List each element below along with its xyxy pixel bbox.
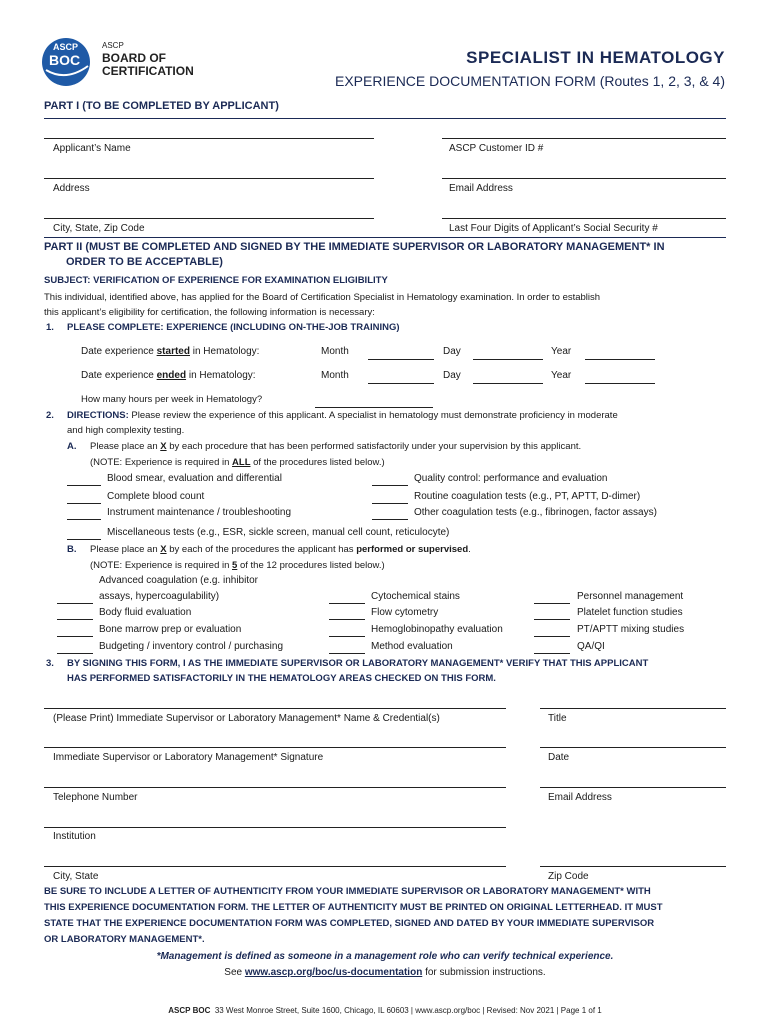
end-year-label: Year bbox=[551, 370, 572, 381]
item2-text bbox=[67, 410, 618, 421]
b-check-flow[interactable] bbox=[329, 619, 365, 620]
b-check-personnel[interactable] bbox=[534, 603, 570, 604]
section-a-note bbox=[90, 457, 385, 468]
item2-text-line2: and high complexity testing. bbox=[67, 425, 185, 436]
b-item-hemoglobinopathy: Hemoglobinopathy evaluation bbox=[371, 624, 503, 635]
a-item-instrument: Instrument maintenance / troubleshooting bbox=[107, 507, 291, 518]
zip-label: Zip Code bbox=[548, 871, 589, 882]
b-item-qaqi: QA/QI bbox=[577, 641, 605, 652]
a-item-misc: Miscellaneous tests (e.g., ESR, sickle screen, manual cell count, reticulocyte) bbox=[107, 527, 450, 538]
email-line[interactable] bbox=[442, 178, 726, 179]
a-item-qc: Quality control: performance and evaluation bbox=[414, 473, 608, 484]
section-b-note-5: 5 bbox=[232, 560, 238, 571]
supervisor-name-label: (Please Print) Immediate Supervisor or Laboratory Management* Name & Credential(s) bbox=[53, 713, 440, 724]
directions-label: DIRECTIONS: bbox=[67, 410, 129, 421]
end-day-field[interactable] bbox=[473, 383, 543, 384]
a-check-3[interactable] bbox=[372, 485, 408, 486]
part1-heading: PART I (TO BE COMPLETED BY APPLICANT) bbox=[44, 100, 279, 112]
start-year-field[interactable] bbox=[585, 359, 655, 360]
b-check-adv-coag[interactable] bbox=[57, 603, 93, 604]
zip-line[interactable] bbox=[540, 866, 726, 867]
date-started-text-c: in Hematology: bbox=[189, 346, 260, 357]
b-check-budgeting[interactable] bbox=[57, 653, 93, 654]
see-after-text: for submission instructions. bbox=[422, 967, 546, 978]
b-item-cytochem: Cytochemical stains bbox=[371, 591, 460, 602]
a-check-6[interactable] bbox=[67, 539, 101, 540]
b-check-mixing[interactable] bbox=[534, 636, 570, 637]
section-b-text bbox=[90, 544, 471, 555]
start-day-field[interactable] bbox=[473, 359, 543, 360]
part2-divider bbox=[44, 237, 726, 238]
b-check-bone-marrow[interactable] bbox=[57, 636, 93, 637]
start-year-label: Year bbox=[551, 346, 572, 357]
city-state-line[interactable] bbox=[44, 866, 506, 867]
start-month-field[interactable] bbox=[368, 359, 434, 360]
end-year-field[interactable] bbox=[585, 383, 655, 384]
item1-heading: PLEASE COMPLETE: EXPERIENCE (INCLUDING ON-THE-JOB TRAINING) bbox=[67, 322, 400, 333]
a-check-4[interactable] bbox=[372, 503, 408, 504]
b-check-qaqi[interactable] bbox=[534, 653, 570, 654]
a-check-5[interactable] bbox=[372, 519, 408, 520]
page-subtitle: EXPERIENCE DOCUMENTATION FORM (Routes 1, 2, 3, & 4) bbox=[335, 73, 725, 89]
section-a-text-1: Please place an bbox=[90, 441, 161, 452]
city-state-label: City, State bbox=[53, 871, 99, 882]
address-line[interactable] bbox=[44, 178, 374, 179]
notice-line3: STATE THAT THE EXPERIENCE DOCUMENTATION FORM WAS COMPLETED, SIGNED AND DATED BY YOUR IMMEDIATE SUPERVISOR bbox=[44, 918, 655, 929]
supervisor-email-label: Email Address bbox=[548, 792, 612, 803]
b-item-mixing: PT/APTT mixing studies bbox=[577, 624, 685, 635]
a-item-other-coag: Other coagulation tests (e.g., fibrinogen, factor assays) bbox=[414, 507, 657, 518]
institution-label: Institution bbox=[53, 831, 96, 842]
institution-line[interactable] bbox=[44, 827, 506, 828]
city-state-zip-label: City, State, Zip Code bbox=[53, 223, 145, 234]
submission-instructions bbox=[0, 967, 770, 978]
logo-line1: ASCP bbox=[102, 41, 124, 50]
section-b-note-2: of the 12 procedures listed below.) bbox=[237, 560, 385, 571]
intro-line1: This individual, identified above, has applied for the Board of Certification Specialist in Hematology examination. In order to establish bbox=[44, 292, 601, 303]
end-month-label: Month bbox=[321, 370, 349, 381]
logo-line3: CERTIFICATION bbox=[102, 64, 194, 78]
section-a-note-all: ALL bbox=[232, 457, 251, 468]
section-b-text-4: . bbox=[468, 544, 471, 555]
end-month-field[interactable] bbox=[368, 383, 434, 384]
b-item-body-fluid: Body fluid evaluation bbox=[99, 607, 192, 618]
item1-number: 1. bbox=[46, 322, 54, 333]
a-item-blood-smear: Blood smear, evaluation and differential bbox=[107, 473, 282, 484]
part2-heading-line1: PART II (MUST BE COMPLETED AND SIGNED BY THE IMMEDIATE SUPERVISOR OR LABORATORY MANAGEMENT* IN bbox=[44, 241, 665, 253]
date-ended-label bbox=[81, 370, 256, 381]
section-b-text-1: Please place an bbox=[90, 544, 161, 555]
b-check-platelet[interactable] bbox=[534, 619, 570, 620]
section-a-text-2: by each procedure that has been performed satisfactorily under your supervision by this applicant. bbox=[166, 441, 582, 452]
documentation-link[interactable]: www.ascp.org/boc/us-documentation bbox=[244, 967, 423, 978]
date-ended-text-a: Date experience bbox=[81, 370, 157, 381]
section-a-note-1: (NOTE: Experience is required in bbox=[90, 457, 233, 468]
signature-label: Immediate Supervisor or Laboratory Management* Signature bbox=[53, 752, 324, 763]
item2-number: 2. bbox=[46, 410, 54, 421]
see-text: See bbox=[224, 967, 245, 978]
ascp-boc-logo bbox=[40, 36, 210, 86]
logo-line2: BOARD OF bbox=[102, 51, 166, 65]
date-line[interactable] bbox=[540, 747, 726, 748]
start-month-label: Month bbox=[321, 346, 349, 357]
ssn-label: Last Four Digits of Applicant’s Social Security # bbox=[449, 223, 658, 234]
title-line[interactable] bbox=[540, 708, 726, 709]
logo-boc-text: BOC bbox=[49, 52, 81, 68]
item3-number: 3. bbox=[46, 658, 54, 669]
b-check-cytochem[interactable] bbox=[329, 603, 365, 604]
notice-line4: OR LABORATORY MANAGEMENT*. bbox=[44, 934, 205, 945]
city-state-zip-line[interactable] bbox=[44, 218, 374, 219]
intro-line2: this applicant’s eligibility for certification, the following information is necessary: bbox=[44, 307, 375, 318]
applicant-name-line[interactable] bbox=[44, 138, 374, 139]
footer-text: 33 West Monroe Street, Suite 1600, Chicago, IL 60603 | www.ascp.org/boc | Revised: Nov 2021 | Page 1 of 1 bbox=[214, 1006, 602, 1015]
section-a-label: A. bbox=[67, 441, 77, 452]
footer-brand: ASCP BOC bbox=[168, 1006, 211, 1015]
date-started-emph: started bbox=[156, 346, 190, 357]
supervisor-email-line[interactable] bbox=[540, 787, 726, 788]
b-item-adv-coag-1: Advanced coagulation (e.g. inhibitor bbox=[99, 575, 258, 586]
b-check-method[interactable] bbox=[329, 653, 365, 654]
section-b-note bbox=[90, 560, 385, 571]
item3-line2: HAS PERFORMED SATISFACTORILY IN THE HEMATOLOGY AREAS CHECKED ON THIS FORM. bbox=[67, 673, 496, 684]
subject-line: SUBJECT: VERIFICATION OF EXPERIENCE FOR EXAMINATION ELIGIBILITY bbox=[44, 275, 388, 286]
part2-heading-line2: ORDER TO BE ACCEPTABLE) bbox=[66, 256, 223, 268]
title-label: Title bbox=[548, 713, 567, 724]
b-item-bone-marrow: Bone marrow prep or evaluation bbox=[99, 624, 242, 635]
section-b-emph: performed or supervised bbox=[356, 544, 469, 555]
b-item-personnel: Personnel management bbox=[577, 591, 684, 602]
hours-field[interactable] bbox=[315, 407, 433, 408]
a-check-2[interactable] bbox=[67, 519, 101, 520]
page-title: SPECIALIST IN HEMATOLOGY bbox=[466, 48, 725, 67]
a-item-routine-coag: Routine coagulation tests (e.g., PT, APTT, D-dimer) bbox=[414, 491, 641, 502]
telephone-label: Telephone Number bbox=[53, 792, 138, 803]
email-label: Email Address bbox=[449, 183, 513, 194]
supervisor-name-line[interactable] bbox=[44, 708, 506, 709]
address-label: Address bbox=[53, 183, 90, 194]
b-item-budgeting: Budgeting / inventory control / purchasing bbox=[99, 641, 283, 652]
notice-line2: THIS EXPERIENCE DOCUMENTATION FORM. THE LETTER OF AUTHENTICITY MUST BE PRINTED ON ORIGINAL LETTERHEAD. IT MUST bbox=[44, 902, 663, 913]
telephone-line[interactable] bbox=[44, 787, 506, 788]
a-check-1[interactable] bbox=[67, 503, 101, 504]
logo-ascp-text: ASCP bbox=[53, 42, 79, 52]
b-check-hemoglobinopathy[interactable] bbox=[329, 636, 365, 637]
start-day-label: Day bbox=[443, 346, 461, 357]
section-a-note-2: of the procedures listed below.) bbox=[250, 457, 385, 468]
b-check-body-fluid[interactable] bbox=[57, 619, 93, 620]
b-item-adv-coag-2: assays, hypercoagulability) bbox=[99, 591, 220, 602]
date-label: Date bbox=[548, 752, 570, 763]
section-a-text bbox=[90, 441, 581, 452]
section-b-note-1: (NOTE: Experience is required in bbox=[90, 560, 233, 571]
ssn-line[interactable] bbox=[442, 218, 726, 219]
b-item-platelet: Platelet function studies bbox=[577, 607, 683, 618]
footer bbox=[0, 1006, 770, 1015]
signature-line[interactable] bbox=[44, 747, 506, 748]
section-a-x: X bbox=[160, 441, 167, 452]
part1-divider bbox=[44, 118, 726, 119]
end-day-label: Day bbox=[443, 370, 461, 381]
section-b-x: X bbox=[160, 544, 167, 555]
date-ended-text-c: in Hematology: bbox=[186, 370, 256, 381]
date-started-label bbox=[81, 346, 259, 357]
applicant-name-label: Applicant’s Name bbox=[53, 143, 131, 154]
a-item-cbc: Complete blood count bbox=[107, 491, 205, 502]
section-b-label: B. bbox=[67, 544, 77, 555]
management-definition: *Management is defined as someone in a management role who can verify technical experience. bbox=[156, 951, 614, 962]
a-check-0[interactable] bbox=[67, 485, 101, 486]
customer-id-label: ASCP Customer ID # bbox=[449, 143, 544, 154]
directions-text: Please review the experience of this applicant. A specialist in hematology must demonstrate proficiency in moderate bbox=[128, 410, 618, 421]
date-started-text-a: Date experience bbox=[81, 346, 157, 357]
customer-id-line[interactable] bbox=[442, 138, 726, 139]
b-item-method: Method evaluation bbox=[371, 641, 453, 652]
notice-line1: BE SURE TO INCLUDE A LETTER OF AUTHENTICITY FROM YOUR IMMEDIATE SUPERVISOR OR LABORATORY MANAGEMENT* WITH bbox=[44, 886, 651, 897]
hours-label: How many hours per week in Hematology? bbox=[81, 394, 263, 405]
date-ended-emph: ended bbox=[156, 370, 187, 381]
b-item-flow: Flow cytometry bbox=[371, 607, 439, 618]
section-b-text-2: by each of the procedures the applicant has bbox=[166, 544, 357, 555]
item3-line1: BY SIGNING THIS FORM, I AS THE IMMEDIATE SUPERVISOR OR LABORATORY MANAGEMENT* VERIFY THAT THIS APPLICANT bbox=[67, 658, 649, 669]
